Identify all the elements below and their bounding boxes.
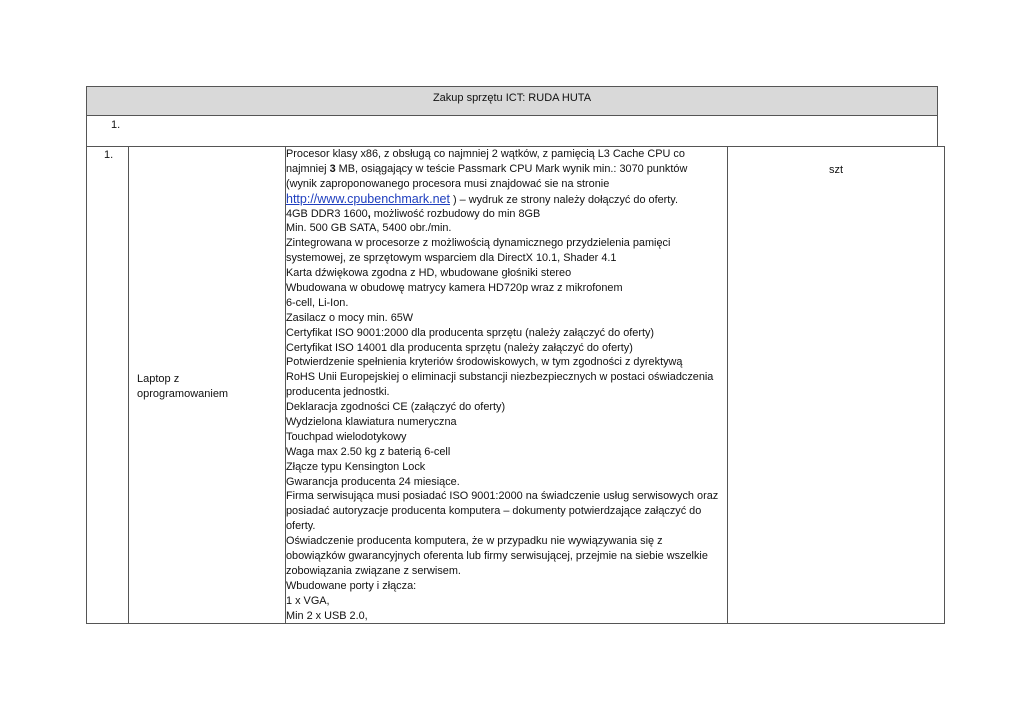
desc-line: Gwarancja producenta 24 miesiące. — [286, 475, 460, 488]
desc-line: Firma serwisująca musi posiadać ISO 9001:2000 na świadczenie usług serwisowych oraz — [286, 490, 719, 503]
desc-line: posiadać autoryzacje producenta komputera – dokumenty potwierdzające załączyć do — [286, 505, 702, 518]
desc-line: Oświadczenie producenta komputera, że w przypadku nie wywiązywania się z — [286, 535, 663, 548]
desc-line: producenta jednostki. — [286, 386, 390, 399]
cell-item-name — [129, 147, 286, 623]
cell-number — [87, 147, 129, 623]
cell-unit — [728, 147, 944, 623]
desc-text: najmniej — [286, 162, 330, 175]
desc-line: Karta dźwiękowa zgodna z HD, wbudowane głośniki stereo — [286, 267, 572, 280]
desc-text: ) – wydruk ze strony należy dołączyć do oferty. — [449, 193, 678, 206]
desc-text: MB, osiągający w teście Passmark CPU Mark wynik min.: 3070 punktów — [335, 162, 688, 175]
desc-line: Potwierdzenie spełnienia kryteriów środowiskowych, w tym zgodności z dyrektywą — [286, 356, 683, 369]
desc-text: możliwość rozbudowy do min 8GB — [370, 207, 541, 220]
desc-line: 6-cell, Li-Ion. — [286, 296, 349, 309]
desc-line: Złącze typu Kensington Lock — [286, 460, 426, 473]
desc-line — [286, 162, 726, 177]
desc-line: RoHS Unii Europejskiej o eliminacji substancji niezbezpiecznych w postaci oświadczenia — [286, 371, 714, 384]
desc-line — [286, 192, 726, 207]
desc-line: obowiązków gwarancyjnych oferenta lub firmy serwisującej, przejmie na siebie wszelkie — [286, 550, 708, 563]
table-row — [86, 146, 945, 624]
desc-line: Min 2 x USB 2.0, — [286, 609, 368, 622]
item-name-line-2: oprogramowaniem — [137, 388, 229, 400]
desc-line: (wynik zaproponowanego procesora musi znajdować sie na stronie — [286, 177, 610, 190]
desc-line: Touchpad wielodotykowy — [286, 430, 407, 443]
desc-text: 4GB DDR3 1600 — [286, 207, 368, 220]
desc-line: Waga max 2.50 kg z baterią 6-cell — [286, 445, 451, 458]
desc-line: Wydzielona klawiatura numeryczna — [286, 416, 457, 429]
desc-line: zobowiązania związane z serwisem. — [286, 564, 461, 577]
desc-line: oferty. — [286, 520, 316, 533]
section-number: 1. — [111, 119, 121, 131]
item-name-line-1: Laptop z — [137, 373, 180, 385]
desc-line: Wbudowane porty i złącza: — [286, 579, 417, 592]
desc-line: Zintegrowana w procesorze z możliwością dynamicznego przydzielenia pamięci — [286, 237, 671, 250]
desc-line: Deklaracja zgodności CE (załączyć do oferty) — [286, 401, 506, 414]
table-title: Zakup sprzętu ICT: RUDA HUTA — [432, 92, 592, 104]
desc-line: Wbudowana w obudowę matrycy kamera HD720p wraz z mikrofonem — [286, 282, 623, 295]
desc-line: systemowej, ze sprzętowym wsparciem dla DirectX 10.1, Shader 4.1 — [286, 252, 617, 265]
desc-line: 1 x VGA, — [286, 594, 330, 607]
unit-label: szt — [828, 164, 844, 176]
desc-line: Certyfikat ISO 9001:2000 dla producenta sprzętu (należy załączyć do oferty) — [286, 326, 655, 339]
section-number-row — [86, 115, 938, 146]
desc-bold: , — [367, 207, 371, 220]
desc-bold: 3 — [329, 162, 336, 175]
table-header — [86, 86, 938, 116]
desc-line — [286, 207, 726, 222]
cell-description — [286, 147, 728, 623]
desc-line: Procesor klasy x86, z obsługą co najmniej 2 wątków, z pamięcią L3 Cache CPU co — [286, 148, 685, 160]
item-name — [137, 372, 277, 402]
desc-line: Zasilacz o mocy min. 65W — [286, 311, 414, 324]
row-number: 1. — [104, 149, 114, 161]
desc-line: Min. 500 GB SATA, 5400 obr./min. — [286, 222, 452, 235]
desc-line: Certyfikat ISO 14001 dla producenta sprzętu (należy załączyć do oferty) — [286, 341, 633, 354]
cpubenchmark-link[interactable]: http://www.cpubenchmark.net — [286, 191, 450, 206]
